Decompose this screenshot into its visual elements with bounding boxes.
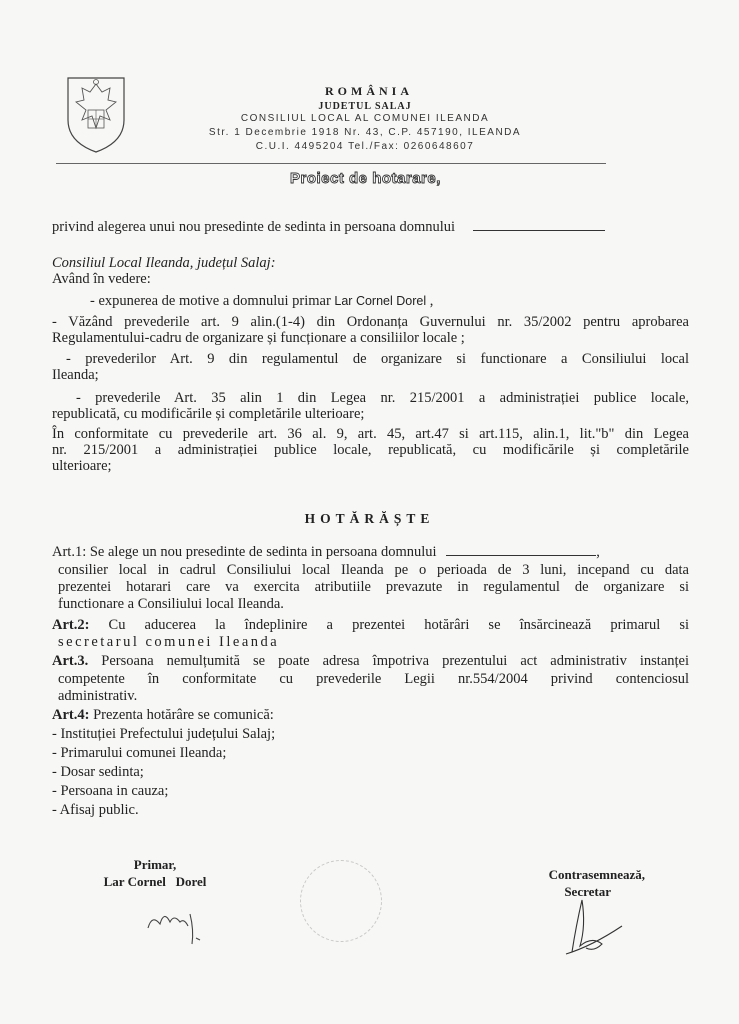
art1-name-blank — [446, 554, 596, 556]
recipient-1: - Instituției Prefectului județului Salaj; — [52, 726, 276, 742]
letterhead — [175, 84, 555, 154]
council-name: CONSILIUL LOCAL AL COMUNEI ILEANDA — [240, 113, 490, 124]
art4-label: Art.4: — [52, 707, 90, 723]
preamble-item-2a: - Văzând prevederile art. 9 alin.(1-4) din Ordonanța Guvernului nr. 35/2002 pentru aprobarea — [52, 314, 689, 330]
council-contact: C.U.I. 4495204 Tel./Fax: 0260648607 — [255, 141, 475, 152]
recipient-2: - Primarului comunei Ileanda; — [52, 745, 227, 761]
faded-stamp — [300, 860, 382, 942]
decision-heading: HOTĂRĂȘTE — [304, 511, 435, 526]
issuer-line: Consiliul Local Ileanda, județul Salaj: — [52, 255, 276, 271]
art1-line-3: prezentei hotarari care va exercita atributiile prevazute in regulamentul de organizare si — [58, 579, 689, 595]
coat-of-arms-icon — [62, 70, 130, 154]
preamble-item-4a: - prevederile Art. 35 alin 1 din Legea nr. 215/2001 a administrației publice locale, — [76, 390, 689, 406]
art1-line-4: functionare a Consiliului local Ileanda. — [58, 596, 284, 612]
header-divider — [56, 163, 606, 164]
recipient-3: - Dosar sedinta; — [52, 764, 144, 780]
council-address: Str. 1 Decembrie 1918 Nr. 43, C.P. 457190, ILEANDA — [208, 127, 522, 138]
preamble-item-1: - expunerea de motive a domnului primar Lar Cornel Dorel , — [90, 293, 434, 309]
art2-line-2: secretarul comunei Ileanda — [58, 634, 280, 650]
recipient-4: - Persoana in cauza; — [52, 783, 169, 799]
art3-label: Art.3. — [52, 653, 89, 669]
mayor-title: Primar, — [133, 857, 177, 872]
country-name: ROMÂNIA — [325, 84, 413, 98]
county-name: JUDETUL SALAJ — [318, 101, 412, 112]
mayor-signature-icon — [140, 900, 220, 950]
preamble-item-5b: nr. 215/2001 a administrației publice locale, republicată, cu modificările și completările — [52, 442, 689, 458]
subject-text: privind alegerea unui nou presedinte de sedinta in persoana domnului — [52, 219, 456, 235]
recipient-5: - Afisaj public. — [52, 802, 139, 818]
secretary-role: Secretar — [564, 884, 611, 899]
art3-line-3: administrativ. — [58, 688, 138, 704]
secretary-title: Contrasemnează, — [548, 867, 645, 882]
art4-line: Art.4: Prezenta hotărâre se comunică: — [52, 707, 274, 723]
preamble-item-3a: - prevederilor Art. 9 din regulamentul de organizare si functionare a Consiliului local — [66, 351, 689, 367]
name-blank — [473, 229, 605, 231]
preamble-item-5a: În conformitate cu prevederile art. 36 al. 9, art. 45, art.47 si art.115, alin.1, lit."b" din Legea — [52, 426, 689, 442]
preamble-item-5c: ulterioare; — [52, 458, 112, 474]
art2-label: Art.2: — [52, 617, 90, 633]
secretary-signature-icon — [552, 886, 632, 966]
art2-line-1: Art.2: Cu aducerea la îndeplinire a prezentei hotărâri se însărcinează primarul si — [52, 617, 689, 633]
preamble-item-4b: republicată, cu modificările și completările ulterioare; — [52, 406, 365, 422]
art1-line-1: Art.1: Se alege un nou presedinte de sedinta in persoana domnului , — [52, 544, 600, 560]
mayor-name: Lar Cornel Dorel — [103, 874, 207, 889]
considering-line: Având în vedere: — [52, 271, 151, 287]
art3-line-2: competente în conformitate cu prevederile Legii nr.554/2004 privind contenciosul — [58, 671, 689, 687]
document-title: Proiect de hotarare, — [290, 170, 441, 187]
preamble-item-3b: Ileanda; — [52, 367, 99, 383]
art3-line-1: Art.3. Persoana nemulțumită se poate adresa împotriva prezentului act administrativ instanței — [52, 653, 689, 669]
subject-line — [52, 220, 689, 235]
mayor-signature-block — [90, 856, 220, 890]
art1-line-2: consilier local in cadrul Consiliului local Ileanda pe o perioada de 3 luni, incepand cu data — [58, 562, 689, 578]
preamble-item-2b: Regulamentului-cadru de organizare și funcționare a consiliilor locale ; — [52, 330, 465, 346]
